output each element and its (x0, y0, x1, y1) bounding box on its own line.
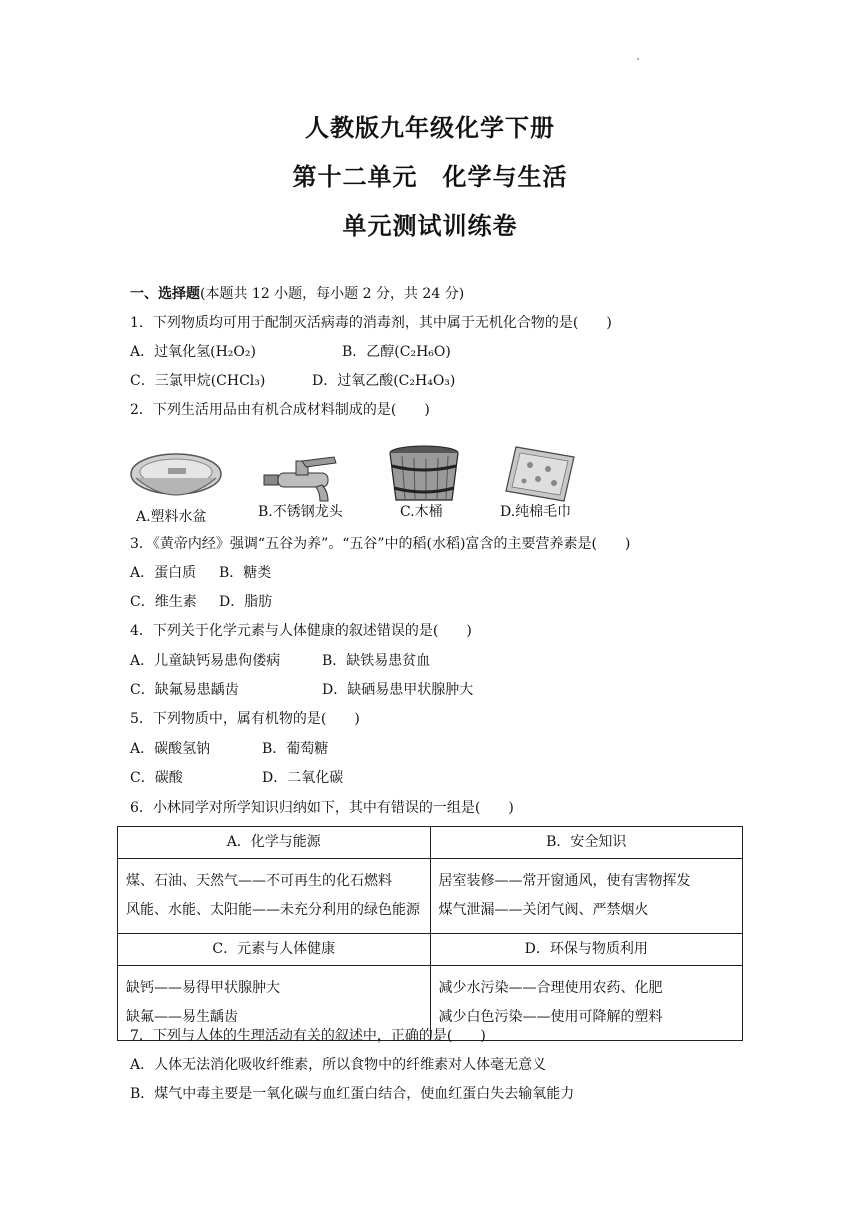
unit-title: 第十二单元 化学与生活 (292, 163, 568, 191)
q3-option-b: B．糖类 (219, 565, 272, 581)
q7-option-b: B．煤气中毒主要是一氧化碳与血红蛋白结合，使血红蛋白失去输氧能力 (130, 1086, 575, 1102)
q1-option-d: D．过氧乙酸(C₂H₄O₃) (312, 373, 456, 389)
q6-stem: 6．小林同学对所学知识归纳如下，其中有错误的一组是( ) (130, 800, 514, 816)
q2-caption-a: A.塑料水盆 (136, 509, 207, 525)
q6-c-line-2: 缺氟——易生龋齿 (126, 1009, 238, 1025)
q5-stem: 5．下列物质中，属有机物的是( ) (130, 711, 360, 727)
q6-cell-b-body (430, 859, 743, 934)
q4-stem: 4．下列关于化学元素与人体健康的叙述错误的是( ) (130, 623, 472, 639)
q4-option-a: A．儿童缺钙易患佝偻病 (130, 653, 281, 669)
q6-table (117, 826, 743, 1041)
q4-option-c: C．缺氟易患龋齿 (130, 682, 239, 698)
q5-option-d: D．二氧化碳 (262, 770, 344, 786)
q1-option-a: A．过氧化氢(H₂O₂) (130, 344, 256, 360)
q2-caption-d: D.纯棉毛巾 (500, 504, 572, 520)
q6-b-line-2: 煤气泄漏——关闭气阀、严禁烟火 (438, 902, 649, 918)
q2-caption-b: B.不锈钢龙头 (258, 504, 343, 520)
q6-a-line-2: 风能、水能、太阳能——未充分利用的绿色能源 (126, 902, 420, 918)
q7-stem: 7．下列与人体的生理活动有关的叙述中，正确的是( ) (130, 1028, 486, 1044)
q6-cell-c-head: C．元素与人体健康 (118, 934, 431, 966)
q2-stem: 2．下列生活用品由有机合成材料制成的是( ) (130, 402, 430, 418)
q5-option-c: C．碳酸 (130, 770, 183, 786)
q1-option-b: B．乙醇(C₂H₆O) (342, 344, 451, 360)
doc-title: 人教版九年级化学下册 (305, 114, 555, 142)
cotton-towel-image (502, 443, 576, 503)
q6-b-line-1: 居室装修——常开窗通风，使有害物挥发 (438, 873, 691, 889)
wooden-bucket-image (386, 444, 462, 504)
q6-d-line-2: 减少白色污染——使用可降解的塑料 (438, 1009, 663, 1025)
q4-option-b: B．缺铁易患贫血 (322, 653, 431, 669)
q3-stem: 3．《黄帝内经》强调“五谷为养”。“五谷”中的稻(水稻)富含的主要营养素是( ) (130, 536, 631, 552)
q6-cell-d-head: D．环保与物质利用 (430, 934, 743, 966)
q6-cell-a-head: A．化学与能源 (118, 827, 431, 859)
q1-stem: 1．下列物质均可用于配制灭活病毒的消毒剂，其中属于无机化合物的是( ) (130, 315, 612, 331)
q3-option-a: A．蛋白质 (130, 565, 197, 581)
q5-option-a: A．碳酸氢钠 (130, 741, 211, 757)
q6-cell-a-body (118, 859, 431, 934)
test-title: 单元测试训练卷 (342, 212, 518, 240)
q6-d-line-1: 减少水污染——合理使用农药、化肥 (438, 980, 663, 996)
q5-option-b: B．葡萄糖 (262, 741, 329, 757)
q3-option-d: D．脂肪 (219, 594, 273, 610)
plastic-basin-image (128, 450, 224, 506)
section-heading (130, 285, 464, 303)
q4-option-d: D．缺硒易患甲状腺肿大 (322, 682, 474, 698)
q6-cell-b-head: B．安全知识 (430, 827, 743, 859)
q2-caption-c: C.木桶 (400, 504, 443, 520)
q3-option-c: C．维生素 (130, 594, 197, 610)
section-note: (本题共 12 小题，每小题 2 分，共 24 分) (200, 286, 465, 302)
q1-option-c: C．三氯甲烷(CHCl₃) (130, 373, 266, 389)
faucet-image (262, 455, 348, 505)
q7-option-a: A．人体无法消化吸收纤维素，所以食物中的纤维素对人体毫无意义 (130, 1057, 547, 1073)
q6-a-line-1: 煤、石油、天然气——不可再生的化石燃料 (126, 873, 392, 889)
page-dot (637, 58, 639, 60)
section-label: 一、选择题 (130, 286, 200, 302)
q6-c-line-1: 缺钙——易得甲状腺肿大 (126, 980, 280, 996)
